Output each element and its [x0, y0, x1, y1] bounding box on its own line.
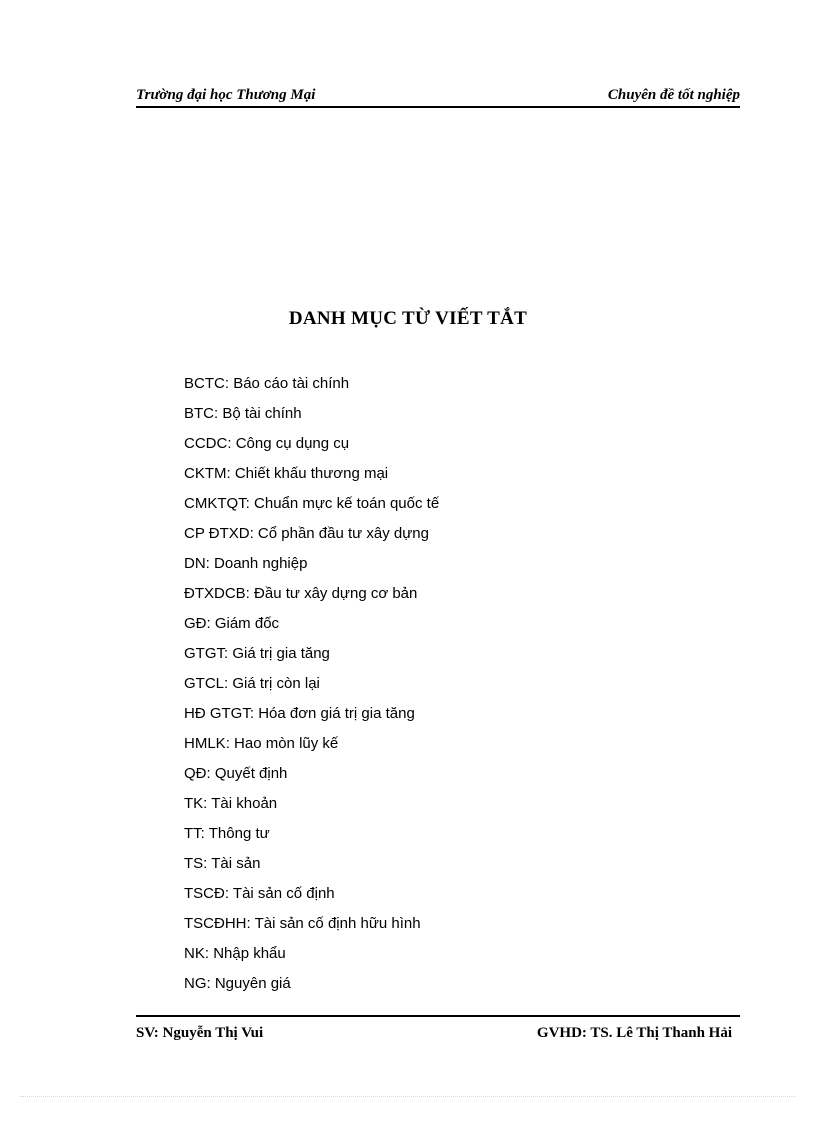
separator: :	[224, 375, 234, 392]
abbreviation: CMKTQT	[184, 495, 246, 512]
separator: :	[203, 795, 212, 812]
separator: :	[245, 495, 255, 512]
abbreviation-meaning: Giám đốc	[214, 615, 280, 632]
abbreviation-meaning: Giá trị gia tăng	[232, 645, 330, 662]
abbreviation: GTCL	[184, 675, 225, 692]
separator: :	[224, 645, 233, 662]
abbreviation: GTGT	[184, 645, 224, 662]
separator: :	[249, 525, 258, 542]
separator: :	[245, 585, 255, 602]
abbreviation-meaning: Doanh nghiệp	[214, 555, 308, 572]
list-item	[184, 373, 439, 403]
list-item	[184, 913, 439, 943]
abbreviation-meaning: Quyết định	[214, 765, 288, 782]
abbreviation: CKTM	[184, 465, 227, 482]
list-item	[184, 433, 439, 463]
separator: :	[224, 885, 233, 902]
separator: :	[227, 435, 236, 452]
list-item	[184, 973, 439, 1003]
abbreviation: BTC	[184, 405, 214, 422]
separator: :	[203, 855, 212, 872]
abbreviation-meaning: Cổ phần đầu tư xây dựng	[257, 525, 429, 542]
separator: :	[206, 765, 215, 782]
abbreviation: ĐTXDCB	[184, 585, 246, 602]
abbreviation-meaning: Chiết khấu thương mại	[234, 465, 389, 482]
separator: :	[225, 735, 235, 752]
list-item	[184, 733, 439, 763]
list-item	[184, 583, 439, 613]
abbreviation: NK	[184, 945, 205, 962]
list-item	[184, 403, 439, 433]
list-item	[184, 943, 439, 973]
separator: :	[206, 975, 215, 992]
abbreviation: TSCĐHH	[184, 915, 247, 932]
separator: :	[226, 465, 235, 482]
list-item	[184, 553, 439, 583]
header-university: Trường đại học Thương Mại	[136, 87, 316, 103]
list-item	[184, 883, 439, 913]
abbreviation: QĐ	[184, 765, 207, 782]
list-item	[184, 703, 439, 733]
header-document-type: Chuyên đề tốt nghiệp	[607, 87, 740, 103]
abbreviation: DN	[184, 555, 206, 572]
abbreviation: HMLK	[184, 735, 226, 752]
abbreviation-meaning: Nhập khẩu	[213, 945, 286, 962]
separator: :	[224, 675, 233, 692]
page-header	[136, 86, 740, 108]
abbreviation: TSCĐ	[184, 885, 225, 902]
abbreviation-meaning: Báo cáo tài chính	[233, 375, 350, 392]
abbreviation: TS	[184, 855, 204, 872]
abbreviation-meaning: Tài khoản	[211, 795, 278, 812]
separator: :	[214, 405, 223, 422]
list-item	[184, 463, 439, 493]
list-item	[184, 643, 439, 673]
abbreviation: HĐ GTGT	[184, 705, 250, 722]
abbreviation-meaning: Chuẩn mực kế toán quốc tế	[254, 495, 440, 512]
abbreviation-meaning: Tài sản cố định	[232, 885, 335, 902]
abbreviation: NG	[184, 975, 207, 992]
footer-supervisor: GVHD: TS. Lê Thị Thanh Hải	[536, 1025, 732, 1041]
separator: :	[206, 615, 215, 632]
abbreviation: TK	[184, 795, 204, 812]
abbreviation: TT	[184, 825, 201, 842]
page-title: DANH MỤC TỪ VIẾT TẮT	[288, 308, 528, 329]
abbreviation-meaning: Hóa đơn giá trị gia tăng	[258, 705, 415, 722]
abbreviation-meaning: Tài sản cố định hữu hình	[254, 915, 421, 932]
list-item	[184, 793, 439, 823]
abbreviation-meaning: Bộ tài chính	[222, 405, 302, 422]
abbreviation-meaning: Giá trị còn lại	[232, 675, 320, 692]
abbreviation: BCTC	[184, 375, 225, 392]
list-item	[184, 523, 439, 553]
abbreviation: GĐ	[184, 615, 207, 632]
list-item	[184, 763, 439, 793]
list-item	[184, 673, 439, 703]
separator: :	[200, 825, 209, 842]
footer-student: SV: Nguyễn Thị Vui	[136, 1025, 264, 1041]
list-item	[184, 493, 439, 523]
abbreviation-meaning: Tài sản	[211, 855, 261, 872]
separator: :	[204, 945, 214, 962]
abbreviation: CCDC	[184, 435, 228, 452]
list-item	[184, 613, 439, 643]
page-footer	[136, 1015, 740, 1043]
separator: :	[249, 705, 259, 722]
separator: :	[246, 915, 255, 932]
abbreviation-meaning: Hao mòn lũy kế	[234, 735, 339, 752]
abbreviation-meaning: Thông tư	[208, 825, 270, 842]
abbreviation-list	[184, 373, 439, 1003]
abbreviation-meaning: Công cụ dụng cụ	[235, 435, 350, 452]
abbreviation-meaning: Đầu tư xây dựng cơ bản	[254, 585, 418, 602]
page-edge-divider	[20, 1096, 796, 1097]
abbreviation: CP ĐTXD	[184, 525, 250, 542]
separator: :	[205, 555, 215, 572]
list-item	[184, 853, 439, 883]
abbreviation-meaning: Nguyên giá	[214, 975, 291, 992]
list-item	[184, 823, 439, 853]
